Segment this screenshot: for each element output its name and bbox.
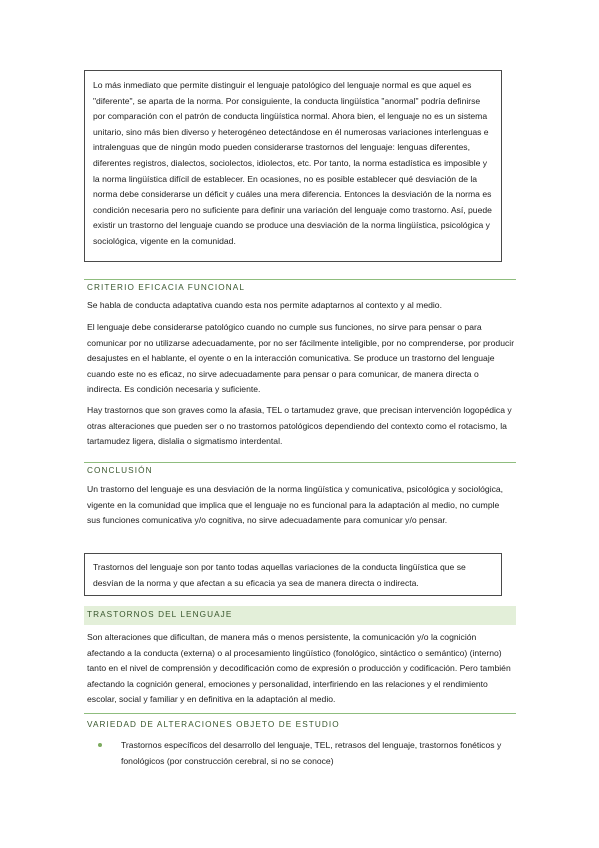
trastornos-paragraph: Son alteraciones que dificultan, de manera más o menos persistente, la comunicación y/o la cognición afectando a la conducta (externa) o al procesamiento lingüístico (fonológico, sintáctico o semántico) (interno) tanto en el nivel de comprensión y decodificación como de expresión o producción y codificación. Pero también afectando la cognición general, emociones y personalidad, interfiriendo en las relaciones y el rendimiento escolar, social y familiar y en definitiva en la adaptación al medio. — [87, 632, 511, 705]
section-heading-variedad: VARIEDAD DE ALTERACIONES OBJETO DE ESTUDIO — [87, 720, 340, 729]
section-heading-conclusion: CONCLUSIÓN — [87, 466, 153, 475]
section-heading-criterio: CRITERIO EFICACIA FUNCIONAL — [87, 283, 245, 292]
criterio-paragraph-2: El lenguaje debe considerarse patológico cuando no cumple sus funciones, no sirve para pensar o para comunicar por no utilizarse adecuadamente, por no ser fácilmente inteligible, por no comprenderse, por producir desajustes en el hablante, el oyente o en la interacción comunicativa. Se produce un trastorno del lenguaje cuando este no es eficaz, no sirve adecuadamente para pensar o para comunicar, de manera directa o indirecta. Es condición necesaria y suficiente. — [87, 322, 515, 395]
conclusion-box-text: Trastornos del lenguaje son por tanto todas aquellas variaciones de la conducta lingüística que se desvían de la norma y que afectan a su eficacia ya sea de manera directa o indirecta. — [93, 562, 466, 588]
section-rule — [84, 713, 516, 714]
section-rule — [84, 462, 516, 463]
list-item-text: Trastornos específicos del desarrollo del lenguaje, TEL, retrasos del lenguaje, trastornos fonéticos y fonológicos (por construcción cerebral, si no se conoce) — [121, 740, 502, 766]
bullet-icon — [98, 743, 102, 747]
criterio-paragraph-3: Hay trastornos que son graves como la afasia, TEL o tartamudez grave, que precisan intervención logopédica y otras alteraciones que pueden ser o no trastornos patológicos dependiendo del contexto como el rotacismo, la tartamudez ligera, dislalia o sigmatismo interdental. — [87, 405, 512, 447]
intro-text: Lo más inmediato que permite distinguir el lenguaje patológico del lenguaje normal es que aquel es "diferente", se aparta de la norma. Por consiguiente, la conducta lingüística "anormal" podría definirse por comparación con el patrón de conducta lingüística normal. Ahora bien, el lenguaje no es un sistema unitario, sino más bien diverso y heterogéneo detectándose en él numerosas variaciones interlenguas e intralenguas que de ningún modo pueden considerarse trastornos del lenguaje: lenguas diferentes, diferentes registros, dialectos, sociolectos, idiolectos, etc. Por tanto, la norma estadística es imposible y la norma lingüística difícil de establecer. En ocasiones, no es posible establecer qué desviación de la norma debe considerarse un déficit y cuáles una mera diferencia. Entonces la desviación de la norma es condición necesaria pero no suficiente para definir una variación del lenguaje como trastorno. Así, puede existir un trastorno del lenguaje cuando se produce una desviación de la norma lingüística, psicológica y sociológica, vigente en la comunidad. — [93, 80, 492, 246]
intro-box — [84, 70, 502, 262]
section-rule — [84, 279, 516, 280]
criterio-paragraph-1: Se habla de conducta adaptativa cuando esta nos permite adaptarnos al contexto y al medio. — [87, 300, 442, 310]
section-heading-trastornos: TRASTORNOS DEL LENGUAJE — [87, 610, 233, 619]
conclusion-paragraph: Un trastorno del lenguaje es una desviación de la norma lingüística y comunicativa, psicológica y sociológica, vigente en la comunidad que implica que el lenguaje no es funcional para la adaptación al medio, no cumple sus funciones comunicativa y/o cognitiva, no sirve adecuadamente para comunicar y/o pensar. — [87, 484, 504, 526]
conclusion-box — [84, 553, 502, 596]
